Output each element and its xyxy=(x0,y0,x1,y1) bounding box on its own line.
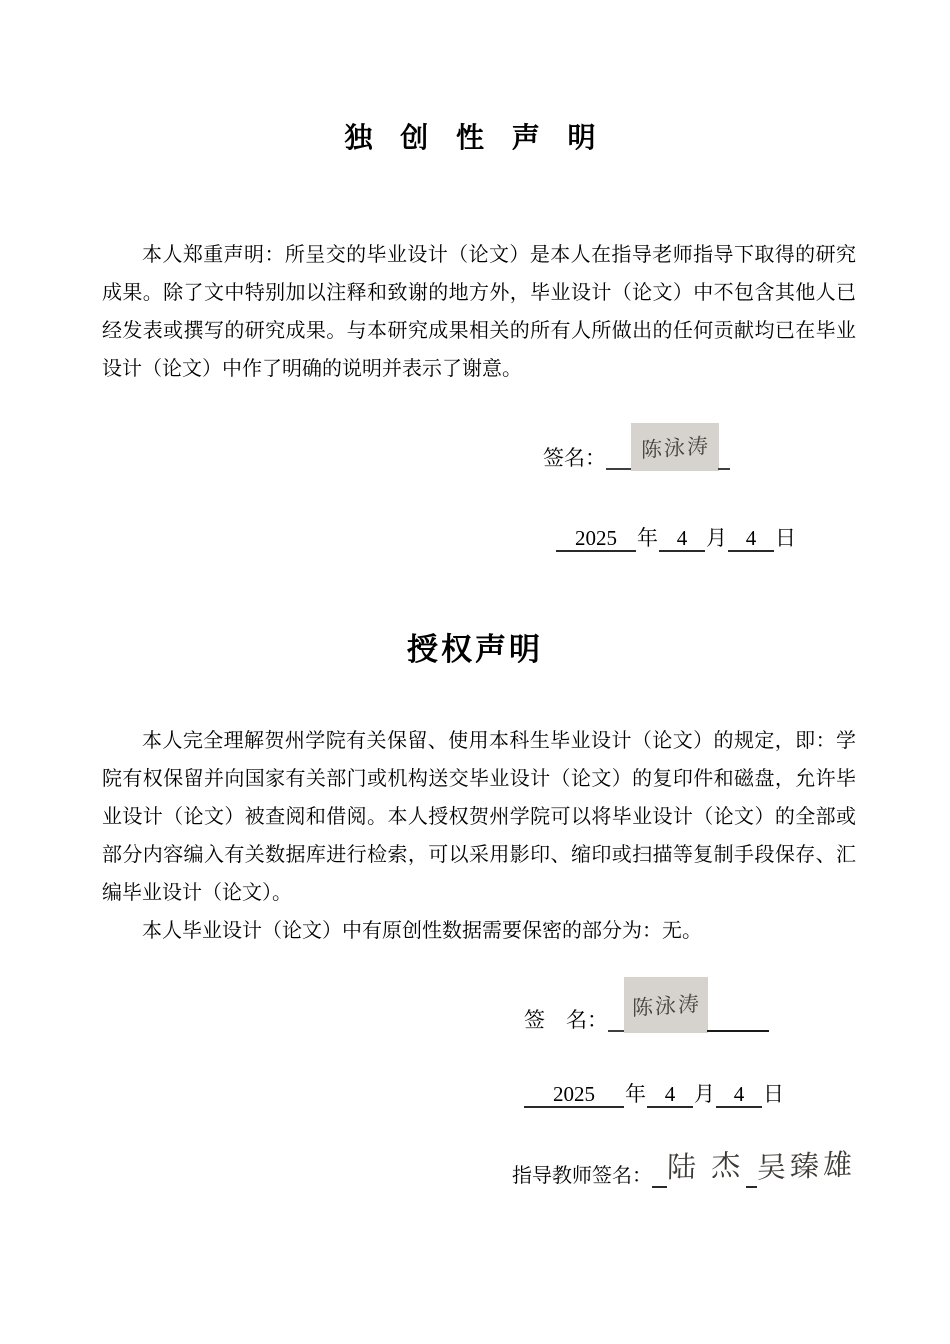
authorization-declaration-body xyxy=(102,722,856,950)
date-month-unit: 月 xyxy=(706,526,727,550)
advisor-signature-row xyxy=(512,1149,857,1188)
advisor-signature-label: 指导教师签名： xyxy=(512,1165,652,1187)
date-day: 4 xyxy=(728,526,774,552)
signature-name: 陈泳涛 xyxy=(631,991,701,1021)
signature-scan-image xyxy=(632,424,718,470)
date-year-unit: 年 xyxy=(637,526,658,550)
signature-line xyxy=(707,1025,769,1032)
originality-paragraph: 本人郑重声明：所呈交的毕业设计（论文）是本人在指导老师指导下取得的研究成果。除了文中特别加以注释和致谢的地方外，毕业设计（论文）中不包含其他人已经发表或撰写的研究成果。与本研究成果相关的所有人所做出的任何贡献均已在毕业设计（论文）中作了明确的说明并表示了谢意。 xyxy=(102,244,856,380)
authorization-date-line xyxy=(524,1078,785,1108)
signature-line xyxy=(718,463,730,470)
authorization-paragraph: 本人完全理解贺州学院有关保留、使用本科生毕业设计（论文）的规定，即：学院有权保留并向国家有关部门或机构送交毕业设计（论文）的复印件和磁盘，允许毕业设计（论文）被查阅和借阅。本人授权贺州学院可以将毕业设计（论文）的全部或部分内容编入有关数据库进行检索，可以采用影印、缩印或扫描等复制手段保存、汇编毕业设计（论文）。 xyxy=(102,730,856,904)
advisor-signature-name: 吴臻雄 xyxy=(757,1149,857,1185)
date-year: 2025 xyxy=(524,1082,624,1108)
signature-line xyxy=(608,1025,625,1032)
date-month: 4 xyxy=(647,1082,693,1108)
signature-label: 签名： xyxy=(543,446,606,470)
date-year: 2025 xyxy=(556,526,636,552)
originality-declaration-title: 独 创 性 声 明 xyxy=(344,122,606,153)
authorization-declaration-title: 授权声明 xyxy=(407,632,543,667)
signature-label: 签 名： xyxy=(524,1008,608,1032)
date-month-unit: 月 xyxy=(694,1082,715,1106)
signature-line xyxy=(746,1181,757,1188)
date-day-unit: 日 xyxy=(775,526,796,550)
originality-date-line xyxy=(556,522,797,552)
confidentiality-paragraph: 本人毕业设计（论文）中有原创性数据需要保密的部分为：无。 xyxy=(142,920,702,942)
signature-name: 陈泳涛 xyxy=(640,433,710,463)
originality-declaration-body xyxy=(102,236,856,388)
date-day-unit: 日 xyxy=(763,1082,784,1106)
date-year-unit: 年 xyxy=(625,1082,646,1106)
date-month: 4 xyxy=(659,526,705,552)
signature-line xyxy=(652,1181,667,1188)
signature-scan-image xyxy=(625,978,707,1032)
advisor-signature-name: 陆 杰 xyxy=(666,1149,745,1185)
signature-line xyxy=(606,463,632,470)
date-day: 4 xyxy=(716,1082,762,1108)
originality-signature-row xyxy=(543,424,730,470)
authorization-signature-row xyxy=(524,978,769,1032)
